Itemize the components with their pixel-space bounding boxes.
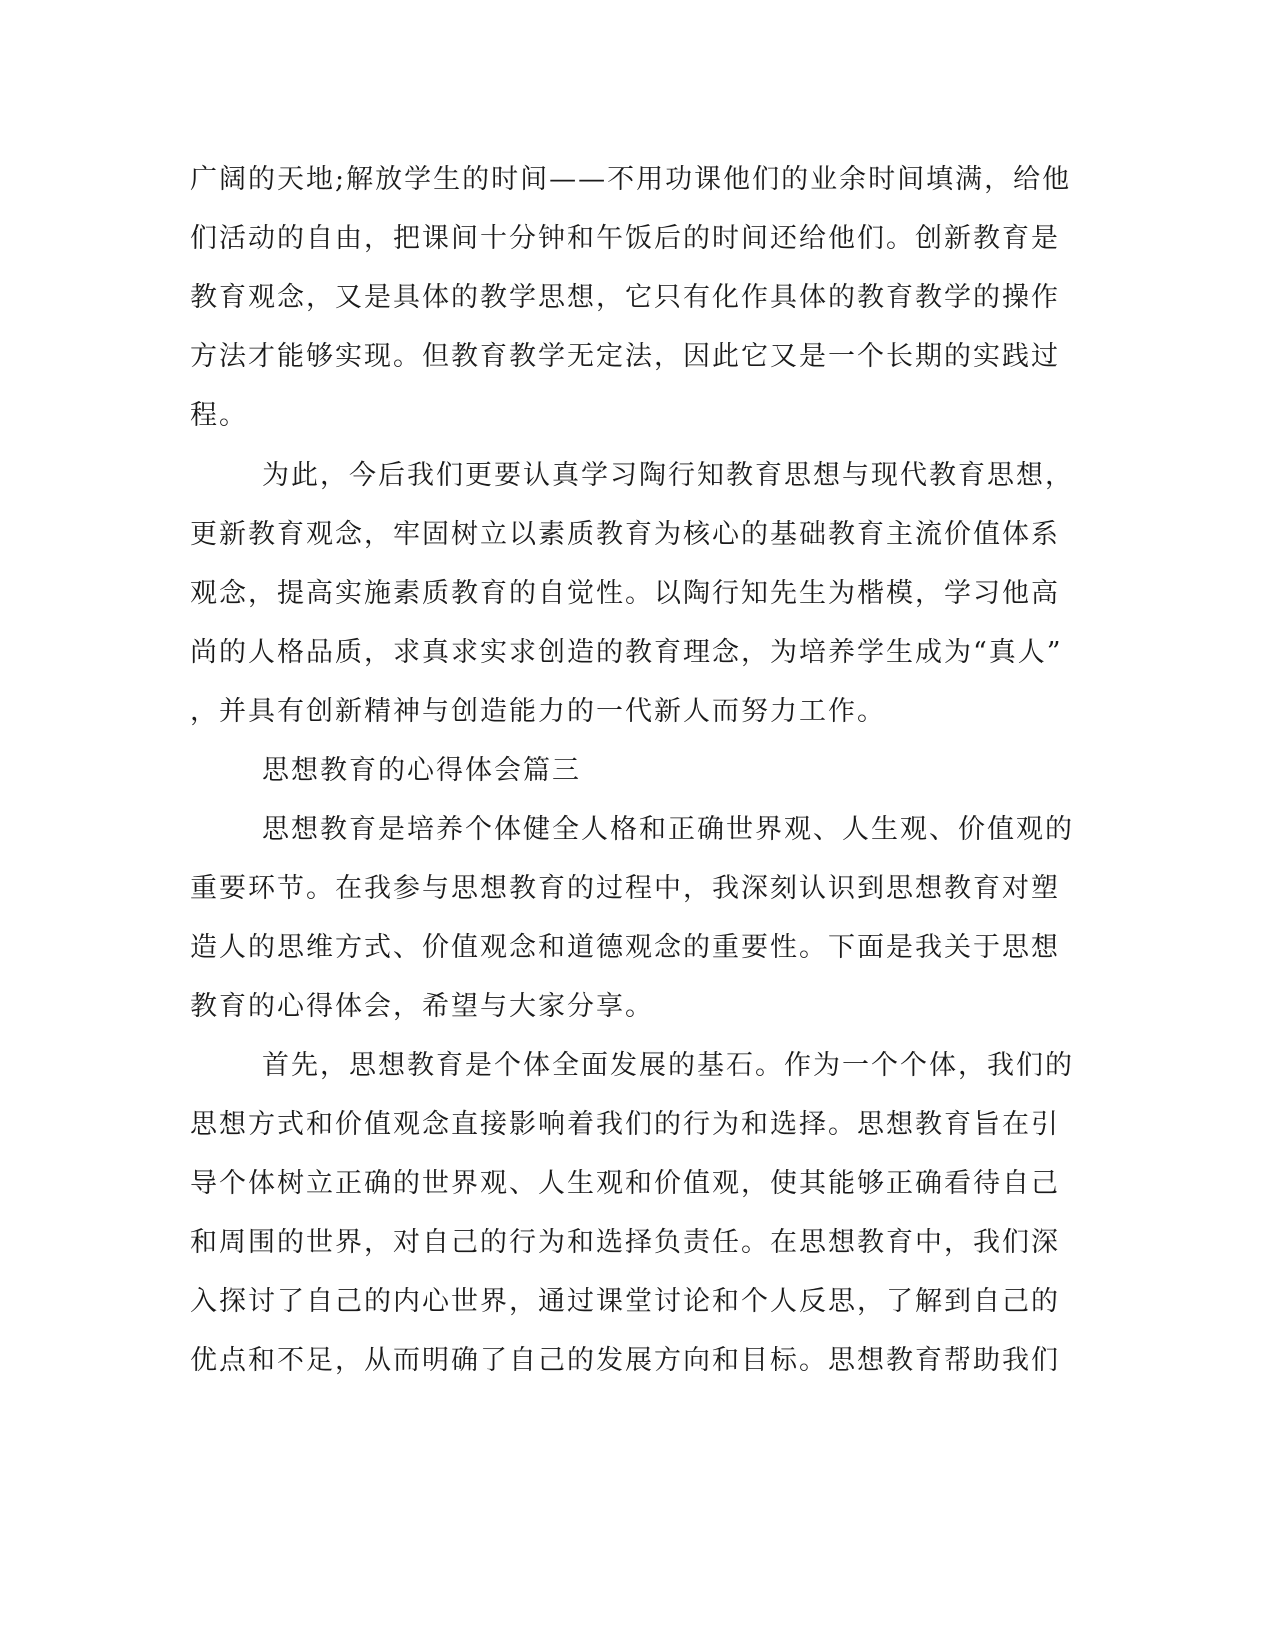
text-line: 广阔的天地;解放学生的时间——不用功课他们的业余时间填满，给他	[190, 164, 1072, 195]
text-line: 和周围的世界，对自己的行为和选择负责任。在思想教育中，我们深	[190, 1227, 1060, 1258]
text-line: 思想教育是培养个体健全人格和正确世界观、人生观、价值观的	[262, 814, 1074, 845]
text-line: 为此，今后我们更要认真学习陶行知教育思想与现代教育思想，	[262, 460, 1074, 491]
text-line: 观念，提高实施素质教育的自觉性。以陶行知先生为楷模，学习他高	[190, 578, 1060, 609]
text-line: ，并具有创新精神与创造能力的一代新人而努力工作。	[190, 696, 886, 727]
text-line: 首先，思想教育是个体全面发展的基石。作为一个个体，我们的	[262, 1050, 1074, 1081]
text-line: 入探讨了自己的内心世界，通过课堂讨论和个人反思，了解到自己的	[190, 1286, 1060, 1317]
text-line: 们活动的自由，把课间十分钟和午饭后的时间还给他们。创新教育是	[190, 223, 1060, 254]
text-line: 优点和不足，从而明确了自己的发展方向和目标。思想教育帮助我们	[190, 1345, 1060, 1376]
text-line: 重要环节。在我参与思想教育的过程中，我深刻认识到思想教育对塑	[190, 873, 1060, 904]
section-heading: 思想教育的心得体会篇三	[262, 755, 581, 786]
text-line: 程。	[190, 400, 248, 431]
text-line: 教育的心得体会，希望与大家分享。	[190, 991, 654, 1022]
text-line: 方法才能够实现。但教育教学无定法，因此它又是一个长期的实践过	[190, 341, 1060, 372]
text-line: 尚的人格品质，求真求实求创造的教育理念，为培养学生成为“真人”	[190, 637, 1063, 668]
text-line: 教育观念，又是具体的教学思想，它只有化作具体的教育教学的操作	[190, 282, 1060, 313]
text-line: 思想方式和价值观念直接影响着我们的行为和选择。思想教育旨在引	[190, 1109, 1060, 1140]
text-line: 导个体树立正确的世界观、人生观和价值观，使其能够正确看待自己	[190, 1168, 1060, 1199]
text-line: 造人的思维方式、价值观念和道德观念的重要性。下面是我关于思想	[190, 932, 1060, 963]
text-line: 更新教育观念，牢固树立以素质教育为核心的基础教育主流价值体系	[190, 519, 1060, 550]
